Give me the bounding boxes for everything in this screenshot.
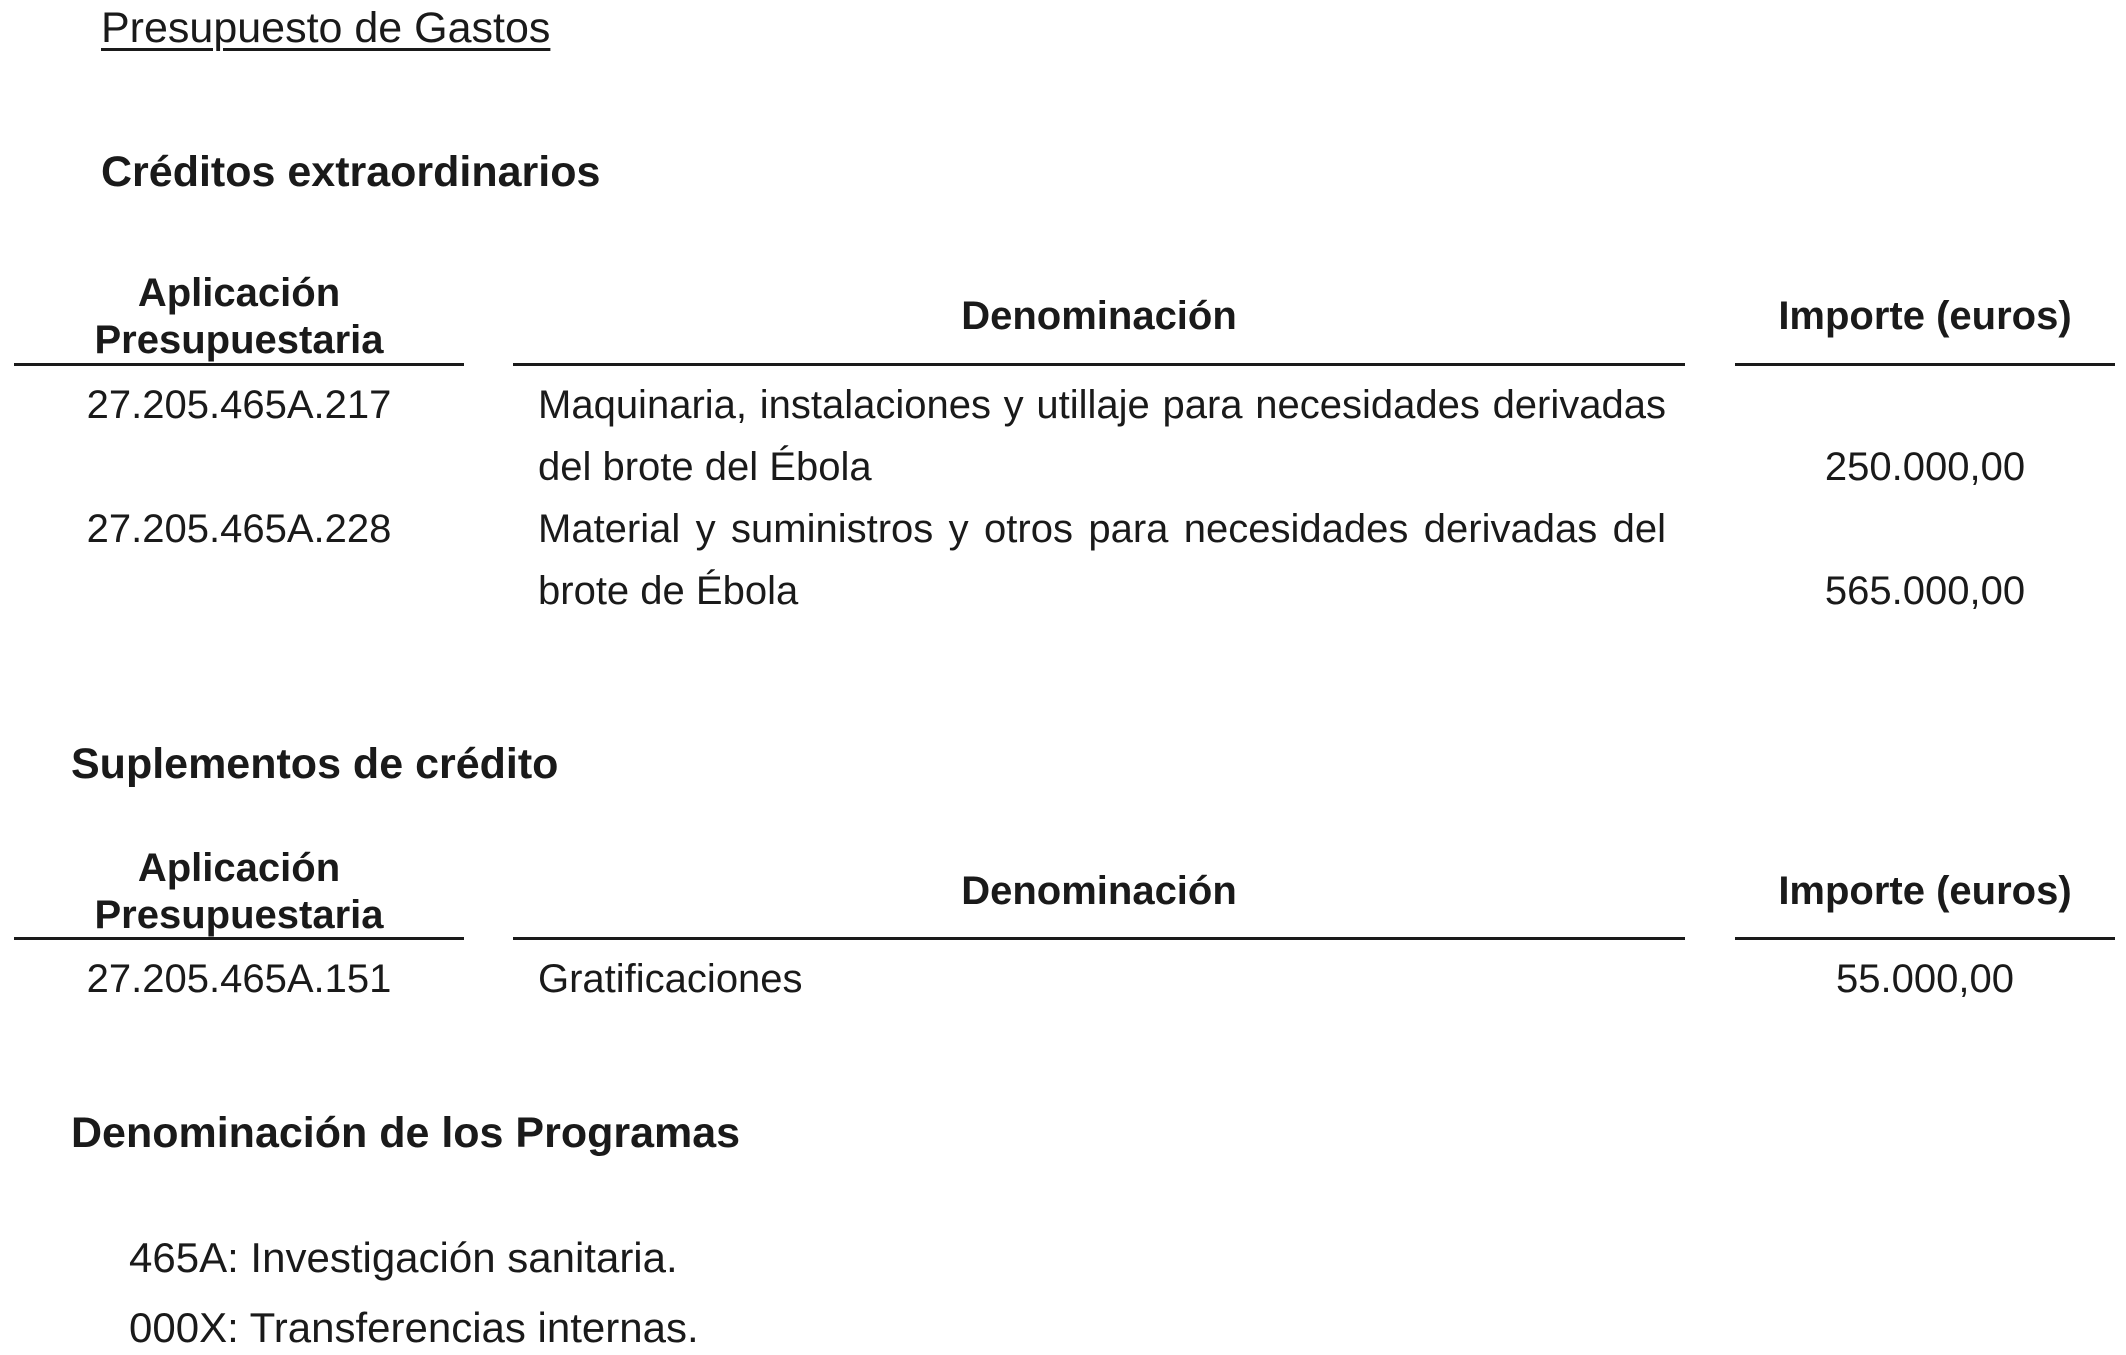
section-heading-suplementos-de-credito: Suplementos de crédito (71, 740, 559, 788)
row-importe: 55.000,00 (1836, 957, 2014, 1001)
table1-header-aplicacion (14, 270, 464, 364)
table-row (0, 948, 2126, 1010)
section-heading-creditos-extraordinarios: Créditos extraordinarios (101, 148, 601, 196)
table2-header-aplicacion-line2: Presupuestaria (94, 893, 384, 937)
table-row (0, 374, 2126, 498)
table2-header-rule-importe (1735, 937, 2115, 940)
table2-header-aplicacion-line1: Aplicación (137, 846, 341, 890)
table2-header-aplicacion (14, 845, 464, 939)
list-item: 000X: Transferencias internas. (129, 1304, 699, 1351)
row-aplicacion: 27.205.465A.228 (86, 507, 392, 551)
table1-header-aplicacion-line2: Presupuestaria (94, 318, 384, 362)
row-importe: 250.000,00 (1824, 445, 2026, 489)
table1-header-denominacion: Denominación (961, 294, 1237, 338)
table2-header-rule-aplicacion (14, 937, 464, 940)
list-item: 465A: Investigación sanitaria. (129, 1234, 678, 1281)
row-aplicacion: 27.205.465A.151 (86, 957, 392, 1001)
table1-header-rule-importe (1735, 363, 2115, 366)
table1-header-rule-denominacion (513, 363, 1685, 366)
table2-header-importe: Importe (euros) (1778, 869, 2072, 913)
row-denominacion: Material y suministros y otros para necesidades derivadas del brote de Ébola (538, 507, 1666, 613)
row-aplicacion: 27.205.465A.217 (86, 383, 392, 427)
document-title: Presupuesto de Gastos (101, 4, 551, 52)
table2-header-denominacion: Denominación (961, 869, 1237, 913)
row-denominacion: Gratificaciones (538, 957, 803, 1001)
row-importe: 565.000,00 (1824, 569, 2026, 613)
table-row (0, 498, 2126, 622)
section-heading-programas: Denominación de los Programas (71, 1109, 741, 1157)
table2-header-rule-denominacion (513, 937, 1685, 940)
table1-header-importe: Importe (euros) (1778, 294, 2072, 338)
table1-header-aplicacion-line1: Aplicación (137, 271, 341, 315)
row-denominacion: Maquinaria, instalaciones y utillaje para necesidades derivadas del brote del Ébola (538, 383, 1666, 489)
table1-header-rule-aplicacion (14, 363, 464, 366)
